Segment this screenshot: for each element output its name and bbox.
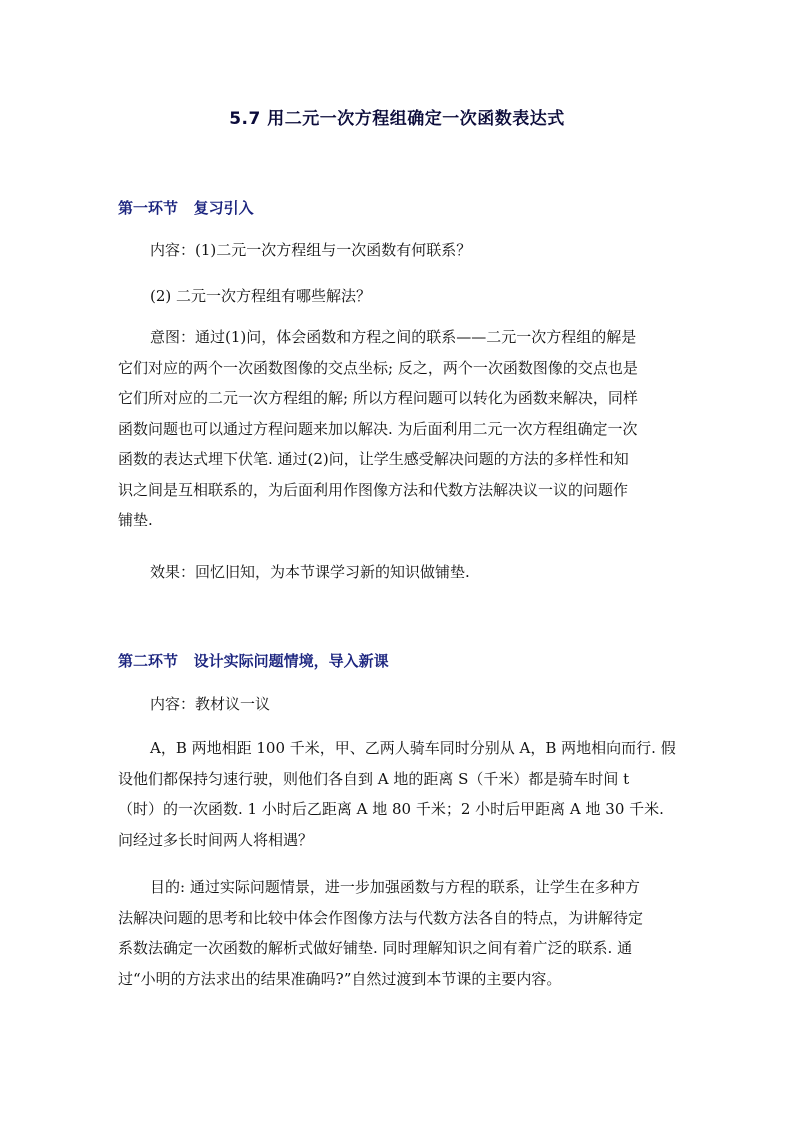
document-title: 5.7 用二元一次方程组确定一次函数表达式 [229, 109, 565, 129]
text-line: 函数的表达式埋下伏笔. 通过(2)问，让学生感受解决问题的方法的多样性和知 [118, 450, 629, 468]
text-line: 问经过多长时间两人将相遇？ [118, 830, 314, 849]
text-line: 系数法确定一次函数的解析式做好铺垫. 同时理解知识之间有着广泛的联系. 通 [118, 939, 633, 957]
paragraph-content-q2 [118, 281, 710, 312]
text-line: 它们所对应的二元一次方程组的解; 所以方程问题可以转化为函数来解决，同样 [118, 389, 638, 407]
text-line: 函数问题也可以通过方程问题来加以解决. 为后面利用二元一次方程组确定一次 [118, 419, 638, 438]
paragraph-content-textbook [118, 689, 710, 720]
text-line: 意图：通过(1)问，体会函数和方程之间的联系——二元一次方程组的解是 [150, 328, 637, 346]
text-line: 内容：(1)二元一次方程组与一次函数有何联系？ [150, 241, 472, 259]
section-heading-new-lesson: 第二环节 设计实际问题情境，导入新课 [118, 652, 389, 670]
text-line: 内容：教材议一议 [150, 695, 271, 713]
paragraph-purpose [118, 872, 678, 994]
text-line: 效果：回忆旧知，为本节课学习新的知识做铺垫. [150, 563, 470, 581]
text-line: 它们对应的两个一次函数图像的交点坐标; 反之，两个一次函数图像的交点也是 [118, 358, 638, 377]
text-line: 铺垫. [118, 511, 153, 529]
section-heading-review: 第一环节 复习引入 [118, 199, 254, 217]
text-line: 过“小明的方法求出的结果准确吗?”自然过渡到本节课的主要内容。 [118, 969, 562, 988]
paragraph-problem [118, 733, 678, 855]
text-line: A，B 两地相距 100 千米，甲、乙两人骑车同时分别从 A，B 两地相向而行. 假 [150, 739, 676, 757]
text-line: 法解决问题的思考和比较中体会作图像方法与代数方法各自的特点，为讲解待定 [118, 908, 644, 927]
text-line: 识之间是互相联系的，为后面利用作图像方法和代数方法解决议一议的问题作 [118, 480, 629, 499]
text-line: 设他们都保持匀速行驶，则他们各自到 A 地的距离 S（千米）都是骑车时间 t [118, 769, 630, 788]
paragraph-content-q1 [118, 235, 710, 266]
paragraph-effect [118, 557, 710, 588]
text-line: （时）的一次函数. 1 小时后乙距离 A 地 80 千米；2 小时后甲距离 A 地 30 千米. [118, 800, 664, 818]
paragraph-intent [118, 322, 678, 536]
text-line: (2) 二元一次方程组有哪些解法？ [150, 287, 372, 305]
text-line: 目的: 通过实际问题情景，进一步加强函数与方程的联系，让学生在多种方 [150, 878, 640, 896]
